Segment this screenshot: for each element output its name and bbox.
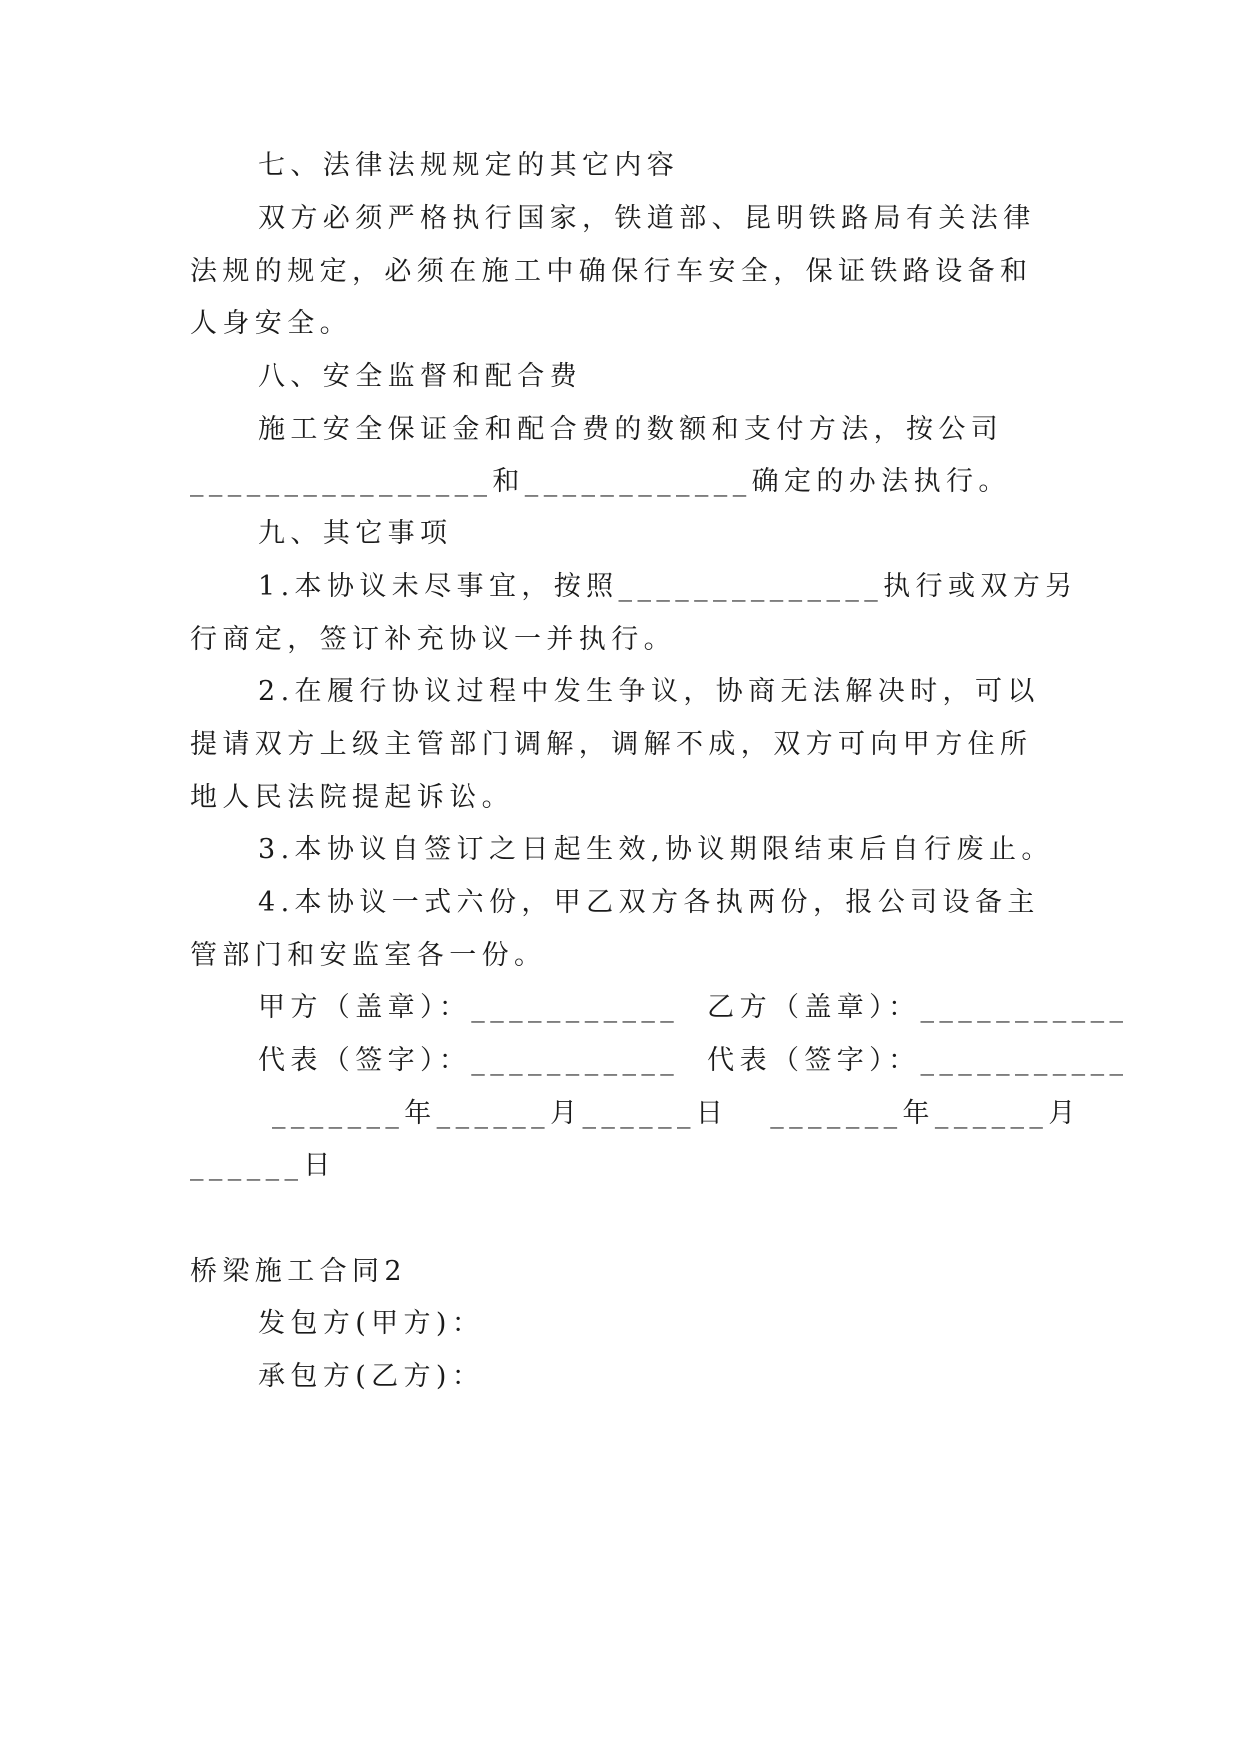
section-8-heading: 八、安全监督和配合费 <box>258 361 582 392</box>
paragraph-line: 人身安全。 <box>190 308 352 339</box>
section-7-heading: 七、法律法规规定的其它内容 <box>258 150 680 181</box>
clause-1-line: 行商定，签订补充协议一并执行。 <box>190 624 676 655</box>
paragraph-line: 法规的规定，必须在施工中确保行车安全，保证铁路设备和 <box>190 256 1033 287</box>
clause-1-line: 1.本协议未尽事宜，按照______________执行或双方另 <box>258 571 1078 602</box>
signature-representative-line: 代表（签字）：___________ 代表（签字）：___________ <box>258 1045 1129 1076</box>
clause-4-line: 4.本协议一式六份，甲乙双方各执两份，报公司设备主 <box>258 887 1040 918</box>
party-a-line: 发包方(甲方)： <box>258 1308 485 1339</box>
signature-seal-line: 甲方（盖章）：___________ 乙方（盖章）：___________ <box>258 992 1129 1023</box>
signature-date-line: _______年______月______日 _______年______月 <box>258 1098 1081 1129</box>
paragraph-line: 双方必须严格执行国家，铁道部、昆明铁路局有关法律 <box>258 203 1036 234</box>
clause-2-line: 提请双方上级主管部门调解，调解不成，双方可向甲方住所 <box>190 729 1033 760</box>
paragraph-line: 施工安全保证金和配合费的数额和支付方法，按公司 <box>258 414 1004 445</box>
party-b-line: 承包方(乙方)： <box>258 1361 485 1392</box>
paragraph-line: ________________和____________确定的办法执行。 <box>190 466 1011 497</box>
clause-3-line: 3.本协议自签订之日起生效,协议期限结束后自行废止。 <box>258 834 1054 865</box>
contract-title: 桥梁施工合同2 <box>190 1256 407 1287</box>
clause-4-line: 管部门和安监室各一份。 <box>190 940 547 971</box>
clause-2-line: 地人民法院提起诉讼。 <box>190 782 514 813</box>
section-9-heading: 九、其它事项 <box>258 518 453 549</box>
signature-date-line: ______日 <box>190 1150 336 1181</box>
clause-2-line: 2.在履行协议过程中发生争议，协商无法解决时，可以 <box>258 676 1040 707</box>
